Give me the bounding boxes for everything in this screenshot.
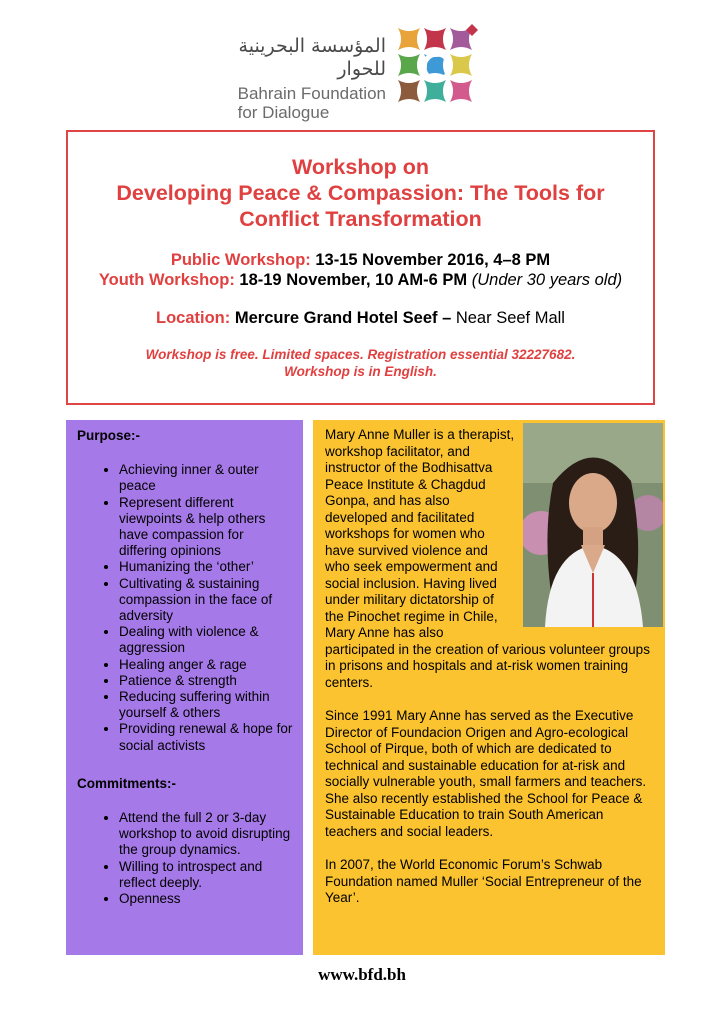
youth-workshop-date: 18-19 November, 10 AM-6 PM: [234, 271, 472, 289]
logo-text: [238, 34, 386, 122]
public-workshop-label: Public Workshop:: [170, 251, 311, 269]
purpose-list: [77, 462, 293, 754]
event-info-box: [66, 130, 655, 405]
commitments-list: [77, 810, 293, 907]
purpose-panel: [66, 420, 303, 955]
logo-tile: [398, 54, 420, 76]
youth-age-note: (Under 30 years old): [471, 271, 623, 289]
logo-tile: [450, 54, 472, 76]
logo-tile: [424, 80, 446, 102]
location-near: Near Seef Mall: [455, 309, 565, 327]
bio-paragraph-3: In 2007, the World Economic Forum’s Schwab Foundation named Muller ‘Social Entrepreneur of the Year’.: [325, 857, 642, 905]
logo-english-line1: Bahrain Foundation: [237, 84, 386, 103]
location-value: Mercure Grand Hotel Seef –: [230, 309, 456, 327]
logo-tile: [398, 80, 420, 102]
list-item: • Attend the full 2 or 3-day workshop to avoid disrupting the group dynamics.: [119, 810, 293, 859]
foundation-logo-mark: [392, 22, 482, 112]
title-line-1: Workshop on: [292, 155, 429, 179]
list-item: • Healing anger & rage: [119, 657, 293, 673]
purpose-heading: Purpose:-: [77, 428, 141, 443]
list-item: • Cultivating & sustaining compassion in the face of adversity: [119, 576, 293, 625]
registration-note-line1: Workshop is free. Limited spaces. Registration essential 32227682.: [145, 347, 576, 362]
public-workshop-line: [68, 250, 653, 270]
speaker-photo: [523, 423, 663, 627]
schedule: [68, 250, 653, 290]
workshop-title: [68, 154, 653, 232]
logo-tile: [398, 28, 420, 50]
list-item: • Openness: [119, 891, 293, 907]
public-workshop-date: 13-15 November 2016, 4–8 PM: [310, 251, 551, 269]
registration-note-line2: Workshop is in English.: [284, 364, 437, 379]
bio-panel: [313, 420, 665, 955]
youth-workshop-line: [68, 270, 653, 290]
location-line: [68, 308, 653, 328]
list-item: • Patience & strength: [119, 673, 293, 689]
list-item: • Achieving inner & outer peace: [119, 462, 293, 494]
logo-arabic-line2: للحوار: [337, 58, 386, 80]
logo-arabic-line1: المؤسسة البحرينية: [238, 35, 386, 57]
bio-paragraph-2: Since 1991 Mary Anne has served as the Executive Director of Foundacion Origen and Agro-ecological School of Pirque, both of which are dedicated to technical and sustainable education for at-risk and socially vulnerable youth, small farmers and teachers. She also recently established the School for Peace & Sustainable Education to train South American teachers and social leaders.: [325, 708, 647, 839]
footer-url[interactable]: www.bfd.bh: [318, 965, 406, 984]
list-item: • Providing renewal & hope for social activists: [119, 721, 293, 753]
bio-paragraph-1: Mary Anne Muller is a therapist, workshop facilitator, and instructor of the Bodhisattva Peace Institute & Chagdud Gonpa, and has also developed and facilitated workshops for women who have survived violence and who seek empowerment and social inclusion. Having lived under military dictatorship of the Pinochet regime in Chile, Mary Anne has also participated in the creation of various volunteer groups in prisons and hospitals and at-risk women training centers.: [325, 427, 650, 690]
list-item: • Willing to introspect and reflect deeply.: [119, 859, 293, 891]
commitments-heading: Commitments:-: [77, 775, 177, 791]
title-line-2: Developing Peace & Compassion: The Tools for: [116, 181, 605, 205]
logo-tile: [424, 28, 446, 50]
title-line-3: Conflict Transformation: [239, 207, 482, 231]
registration-note: [68, 346, 653, 380]
list-item: • Represent different viewpoints & help others have compassion for differing opinions: [119, 495, 293, 560]
speaker-portrait-illustration: [523, 423, 663, 627]
list-item: • Humanizing the ‘other’: [119, 559, 293, 575]
list-item: • Dealing with violence & aggression: [119, 624, 293, 656]
logo-english-line2: for Dialogue: [237, 103, 330, 122]
list-item: • Reducing suffering within yourself & others: [119, 689, 293, 721]
logo-tile: [450, 80, 472, 102]
youth-workshop-label: Youth Workshop:: [98, 271, 235, 289]
location-label: Location:: [156, 309, 231, 327]
